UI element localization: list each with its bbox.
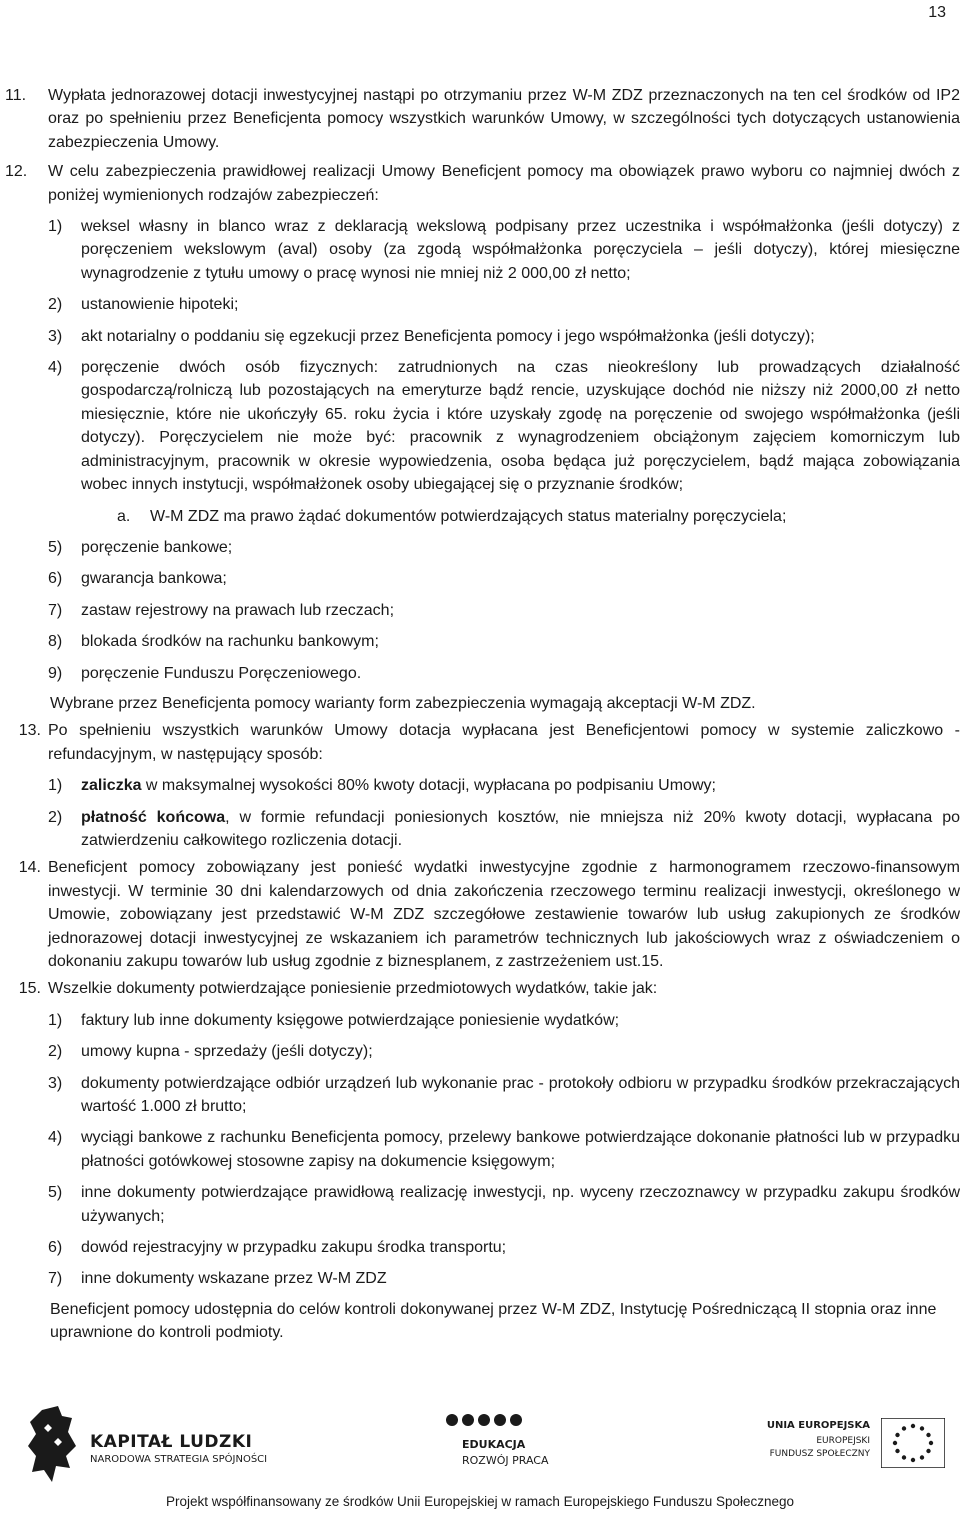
footer	[0, 1400, 960, 1517]
list-text: inne dokumenty potwierdzające prawidłową realizację inwestycji, np. wyceny rzeczoznawcy w przypadku zakupu środków używanych;	[81, 1184, 960, 1225]
edukacja-logo	[440, 1412, 570, 1482]
list-subitem	[5, 505, 960, 528]
list-number: 1)	[48, 1011, 63, 1029]
list-text: poręczenie Funduszu Poręczeniowego.	[81, 664, 362, 682]
list-item	[5, 1181, 960, 1228]
list-text: , w formie refundacji poniesionych kosztów, nie mniejsza niż 20% kwoty dotacji, wypłacana po zatwierdzeniu całkowitego rozliczenia dotacji.	[81, 808, 960, 849]
paragraph-text: Po spełnieniu wszystkich warunków Umowy dotacja wypłacana jest Beneficjentowi pomocy w systemie zaliczkowo - refundacyjnym, w następujący sposób:	[48, 722, 960, 763]
list-number: 2)	[48, 1043, 63, 1061]
document-body	[5, 84, 960, 1345]
list-number: 4)	[48, 1129, 63, 1147]
list-text: blokada środków na rachunku bankowym;	[81, 633, 379, 651]
list-number: 3)	[48, 1074, 63, 1092]
list-number: 3)	[48, 327, 63, 345]
paragraph-text: Beneficjent pomocy zobowiązany jest ponieść wydatki inwestycyjne zgodnie z harmonogramem rzeczowo-finansowym inwestycji. W terminie 30 dni kalendarzowych od dnia zakończenia rzeczowego terminu realizacji inwestycji, określonego w Umowie, zobowiązany jest przedstawić W-M ZDZ szczegółowe zestawienie towarów lub usług zakupionych ze środków jednorazowej dotacji inwestycyjnej ze wskazaniem ich parametrów technicznych lub jakościowych wraz z oświadczeniem o dokonaniu zakupu towarów lub usług zgodnie z biznesplanem, z zastrzeżeniem ust.15.	[48, 859, 960, 970]
page-number: 13	[928, 4, 946, 21]
list-item	[5, 630, 960, 653]
paragraph-12	[5, 160, 960, 207]
list-number: 1)	[48, 777, 63, 795]
paragraph-number: 14.	[18, 859, 41, 877]
paragraph-11	[5, 84, 960, 154]
paragraph-number: 12.	[5, 163, 28, 181]
list-item	[5, 356, 960, 496]
list-text: zastaw rejestrowy na prawach lub rzeczach;	[81, 601, 395, 619]
poland-map-icon	[28, 1406, 78, 1482]
list-item	[5, 1126, 960, 1173]
kapital-ludzki-title: KAPITAŁ LUDZKI	[90, 1432, 253, 1452]
control-note: Beneficjent pomocy udostępnia do celów kontroli dokonywanej przez W-M ZDZ, Instytucję Pośredniczącą II stopnia oraz inne uprawnione do kontroli podmioty.	[50, 1300, 937, 1342]
paragraph-number: 15.	[18, 980, 41, 998]
list-text: W-M ZDZ ma prawo żądać dokumentów potwierdzających status materialny poręczyciela;	[150, 507, 787, 525]
list-text: faktury lub inne dokumenty księgowe potwierdzające poniesienie wydatków;	[81, 1011, 620, 1029]
payment-list	[5, 774, 960, 852]
list-text: dowód rejestracyjny w przypadku zakupu środka transportu;	[81, 1239, 507, 1257]
paragraph-14	[5, 856, 960, 973]
paragraph-text: W celu zabezpieczenia prawidłowej realizacji Umowy Beneficjent pomocy ma obowiązek prawo wyboru co najmniej dwóch z poniżej wymienionych rodzajów zabezpieczeń:	[48, 163, 960, 204]
acceptance-note: Wybrane przez Beneficjenta pomocy warianty form zabezpieczenia wymagają akceptacji W-M ZDZ.	[50, 694, 756, 712]
list-item	[5, 1236, 960, 1259]
list-number: 7)	[48, 601, 63, 619]
list-text: gwarancja bankowa;	[81, 570, 227, 588]
list-item	[5, 567, 960, 590]
eu-logo	[735, 1418, 945, 1482]
list-number: 8)	[48, 633, 63, 651]
list-text: umowy kupna - sprzedaży (jeśli dotyczy);	[81, 1043, 373, 1061]
paragraph-15	[5, 977, 960, 1000]
edukacja-title: EDUKACJA	[462, 1438, 526, 1451]
list-item	[5, 1267, 960, 1290]
list-number: 7)	[48, 1270, 63, 1288]
list-item	[5, 599, 960, 622]
list-term: płatność końcowa	[81, 808, 226, 826]
list-item	[5, 662, 960, 685]
edukacja-subtitle: ROZWÓJ PRACA	[462, 1454, 549, 1467]
paragraph-13	[5, 719, 960, 766]
list-item	[5, 1072, 960, 1119]
list-number: 1)	[48, 218, 63, 236]
eu-title: UNIA EUROPEJSKA	[766, 1420, 870, 1431]
list-number: 6)	[48, 1239, 63, 1257]
paragraph-text: Wszelkie dokumenty potwierdzające poniesienie przedmiotowych wydatków, takie jak:	[48, 980, 658, 998]
paragraph-text: Wypłata jednorazowej dotacji inwestycyjnej nastąpi po otrzymaniu przez W-M ZDZ przeznaczonych na ten cel środków od IP2 oraz po spełnieniu przez Beneficjenta pomocy wszystkich warunków Umowy, w szczególności tych dotyczących ustanowienia zabezpieczenia Umowy.	[48, 87, 960, 151]
eu-subtitle-2: FUNDUSZ SPOŁECZNY	[769, 1449, 870, 1459]
list-text: w maksymalnej wysokości 80% kwoty dotacji, wypłacana po podpisaniu Umowy;	[141, 777, 716, 795]
list-number: a.	[117, 507, 131, 525]
list-text: poręczenie dwóch osób fizycznych: zatrudnionych na czas nieokreślony lub prowadzących działalność gospodarczą/rolniczą lub pozostających na emeryturze bądź rencie, uzyskujące dochód nie niższy niż 2000,00 zł netto miesięcznie, które nie ukończyły 65. roku życia i które uzyskały zgodę na poręczenie od swojego współmałżonka (jeśli dotyczy). Poręczycielem nie może być: pracownik z wynagrodzeniem obciążonym zajęciem komorniczym lub administracyjnym, pracownik w okresie wypowiedzenia, osoba będąca już poręczycielem, bądź mająca zobowiązania wobec innych instytucji, współmałżonek osoby ubiegającej się o przyznanie środków;	[81, 359, 960, 494]
list-number: 9)	[48, 664, 63, 682]
list-number: 6)	[48, 570, 63, 588]
list-item	[5, 325, 960, 348]
project-funding-text: Projekt współfinansowany ze środków Unii Europejskiej w ramach Europejskiego Funduszu Społecznego	[165, 1494, 795, 1509]
list-item	[5, 1009, 960, 1032]
list-number: 5)	[48, 1184, 63, 1202]
list-number: 2)	[48, 296, 63, 314]
security-options-list	[5, 215, 960, 685]
list-item	[5, 293, 960, 316]
list-text: inne dokumenty wskazane przez W-M ZDZ	[81, 1270, 387, 1288]
eu-subtitle-1: EUROPEJSKI	[816, 1436, 870, 1446]
list-item	[5, 215, 960, 285]
list-number: 5)	[48, 538, 63, 556]
kapital-ludzki-subtitle: NARODOWA STRATEGIA SPÓJNOŚCI	[90, 1454, 268, 1465]
list-text: akt notarialny o poddaniu się egzekucji przez Beneficjenta pomocy i jego współmałżonka (jeśli dotyczy);	[81, 327, 815, 345]
list-item	[5, 806, 960, 853]
dots-icon	[444, 1412, 524, 1428]
paragraph-number: 13.	[18, 722, 41, 740]
list-text: ustanowienie hipoteki;	[81, 296, 239, 314]
list-item	[5, 1040, 960, 1063]
kapital-ludzki-logo	[28, 1406, 268, 1486]
list-text: poręczenie bankowe;	[81, 538, 233, 556]
list-item	[5, 774, 960, 797]
eu-flag-icon	[881, 1418, 945, 1468]
list-number: 4)	[48, 359, 63, 377]
paragraph-number: 11.	[5, 87, 27, 104]
list-number: 2)	[48, 808, 63, 826]
list-text: dokumenty potwierdzające odbiór urządzeń lub wykonanie prac - protokoły odbioru w przypadku środków przekraczających wartość 1.000 zł brutto;	[81, 1074, 960, 1116]
documents-list	[5, 1009, 960, 1291]
list-text: wyciągi bankowe z rachunku Beneficjenta pomocy, przelewy bankowe potwierdzające dokonanie płatności lub w przypadku płatności gotówkowej stosowne zapisy na dokumencie księgowym;	[81, 1129, 960, 1170]
list-item	[5, 536, 960, 559]
list-term: zaliczka	[81, 777, 142, 795]
list-text: weksel własny in blanco wraz z deklaracją wekslową podpisany przez uczestnika i współmałżonka (jeśli dotyczy) z poręczeniem wekslowym (aval) osoby (za zgodą współmałżonka poręczyciela – jeśli dotyczy), której miesięczne wynagrodzenie z tytułu umowy o pracę wynosi nie mniej niż 2 000,00 zł netto;	[81, 218, 960, 282]
